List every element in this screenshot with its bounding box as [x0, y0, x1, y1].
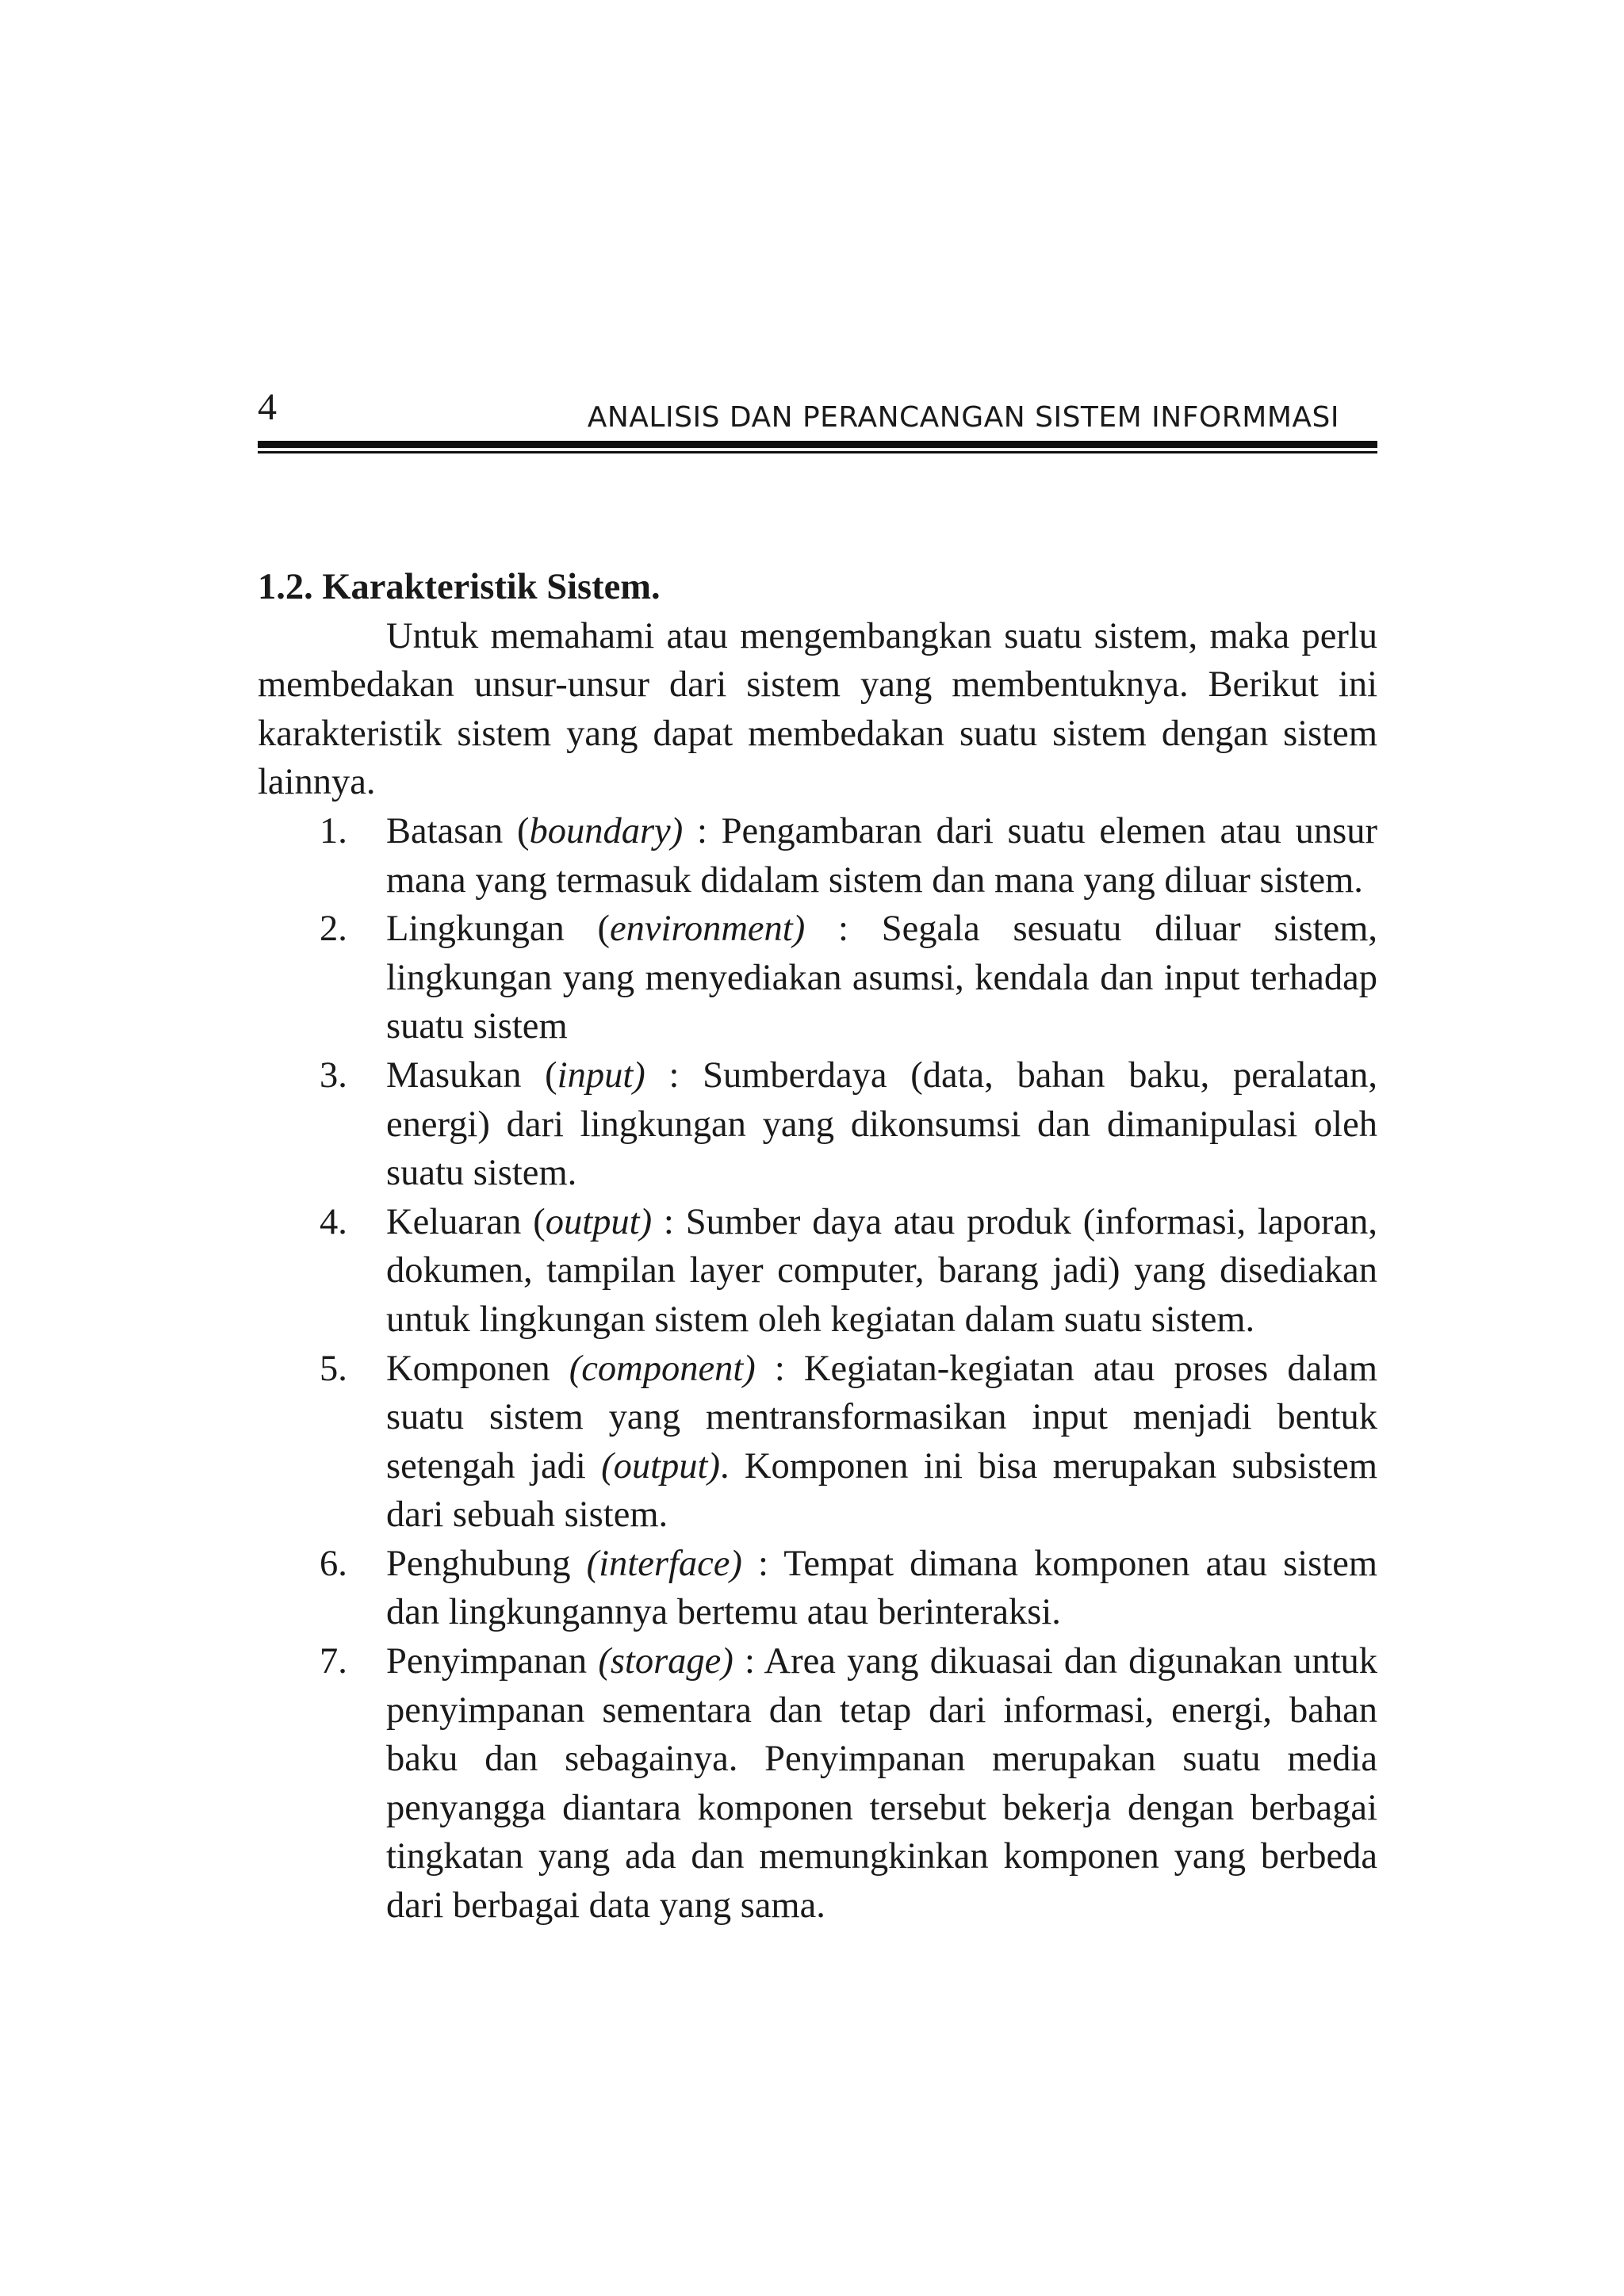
list-item-description: : Kegiatan-kegiatan atau proses dalam suatu sistem yang mentransformasikan input menjadi bentuk setengah jadi	[386, 1348, 1378, 1487]
list-item-description: : Area yang dikuasai dan digunakan untuk penyimpanan sementara dan tetap dari informasi, energi, bahan baku dan sebagainya. Penyimpanan merupakan suatu media penyangga diantara komponen tersebut bekerja dengan berbagai tingkatan yang ada dan memungkinkan komponen yang berbeda dari berbagai data yang sama.	[386, 1641, 1377, 1927]
list-item-term-english: (storage)	[598, 1641, 733, 1682]
list-item-term-english: output)	[545, 1201, 653, 1242]
list-item	[258, 807, 1377, 905]
list-item-term: Lingkungan (	[386, 909, 611, 950]
page-header	[258, 385, 1377, 453]
list-item-term: Keluaran (	[386, 1201, 546, 1242]
list-item-number: 3.	[320, 1054, 347, 1096]
list-item-term: Penghubung	[386, 1543, 587, 1584]
list-item	[258, 1198, 1377, 1345]
list-item-term: Masukan (	[386, 1054, 557, 1096]
list-item-term: Batasan (	[386, 810, 530, 851]
header-rule-thin	[258, 451, 1377, 453]
section-title: 1.2. Karakteristik Sistem.	[258, 567, 661, 607]
intro-paragraph: Untuk memahami atau mengembangkan suatu sistem, maka perlu membedakan unsur-unsur dari sistem yang membentuknya. Berikut ini karakteristik sistem yang dapat membedakan suatu sistem dengan sistem lainnya.	[258, 615, 1377, 803]
list-item-description-end: . Komponen ini bisa merupakan subsistem dari sebuah sistem.	[386, 1445, 1377, 1536]
list-item-term-english: (interface)	[586, 1543, 742, 1584]
list-item-description: : Segala sesuatu diluar sistem, lingkungan yang menyediakan asumsi, kendala dan input terhadap suatu sistem	[386, 909, 1377, 1047]
list-item-description-italic: (output)	[601, 1445, 720, 1487]
list-item	[258, 1345, 1377, 1540]
list-item-number: 6.	[320, 1543, 347, 1584]
list-item-description: : Sumberdaya (data, bahan baku, peralatan, energi) dari lingkungan yang dikonsumsi dan dimanipulasi oleh suatu sistem.	[386, 1054, 1377, 1194]
list-item	[258, 1051, 1377, 1198]
list-item	[258, 905, 1377, 1051]
running-title: ANALISIS DAN PERANCANGAN SISTEM INFORMMASI	[587, 401, 1339, 434]
page-content	[258, 563, 1377, 1931]
list-item-term-english: environment)	[610, 909, 806, 950]
list-item	[258, 1540, 1377, 1637]
list-item-term: Komponen	[386, 1348, 569, 1389]
list-item-term-english: (component)	[569, 1348, 756, 1389]
list-item-term-english: input)	[557, 1054, 645, 1096]
list-item-description: : Tempat dimana komponen atau sistem dan lingkungannya bertemu atau berinteraksi.	[386, 1543, 1378, 1633]
list-item-term-english: boundary)	[529, 810, 684, 851]
list-item-description: : Sumber daya atau produk (informasi, laporan, dokumen, tampilan layer computer, barang jadi) yang disediakan untuk lingkungan sistem oleh kegiatan dalam suatu sistem.	[386, 1201, 1377, 1340]
list-item-number: 5.	[320, 1348, 347, 1389]
list-item-number: 2.	[320, 909, 347, 950]
list-item-description: : Pengambaran dari suatu elemen atau unsur mana yang termasuk didalam sistem dan mana yang diluar sistem.	[386, 810, 1377, 901]
page-number: 4	[258, 386, 277, 428]
list-item-term: Penyimpanan	[386, 1641, 599, 1682]
list-item-number: 1.	[320, 810, 347, 851]
characteristics-list	[258, 807, 1377, 1931]
header-rule-thick	[258, 441, 1377, 448]
list-item	[258, 1637, 1377, 1931]
list-item-number: 7.	[320, 1641, 347, 1682]
list-item-number: 4.	[320, 1201, 347, 1242]
